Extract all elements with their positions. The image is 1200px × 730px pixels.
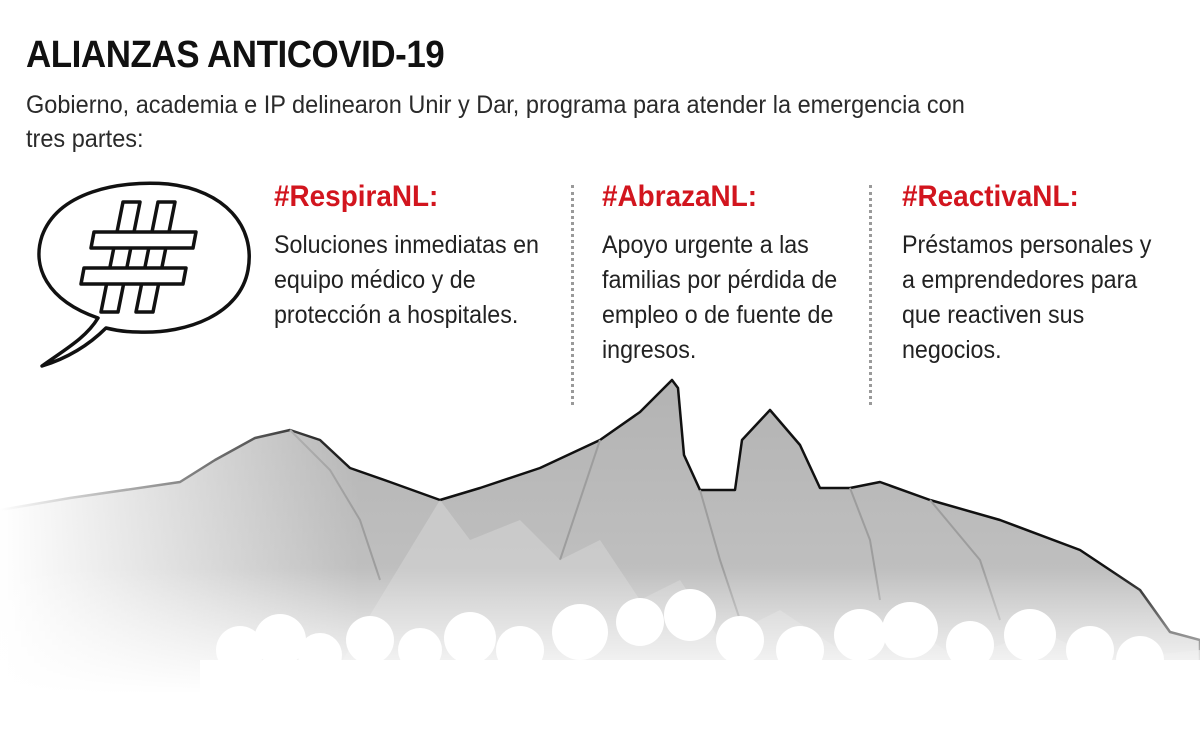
program-description: Soluciones inmediatas en equipo médico y de protección a hospitales.: [274, 231, 539, 329]
program-description: Préstamos personales y a emprendedores para que reactiven sus negocios.: [902, 231, 1152, 364]
program-reactiva: [902, 180, 1187, 368]
program-description: Apoyo urgente a las familias por pérdida de empleo o de fuente de ingresos.: [602, 231, 838, 364]
hashtag-speech-bubble-icon: [28, 178, 258, 370]
program-abraza: [602, 180, 862, 368]
program-tag: #ReactivaNL:: [902, 180, 1079, 213]
page-subtitle: Gobierno, academia e IP delinearon Unir y Dar, programa para atender la emergencia con tres partes:: [26, 91, 965, 153]
program-tag: #RespiraNL:: [274, 180, 439, 213]
page-title: ALIANZAS ANTICOVID-19: [26, 34, 445, 76]
program-tag: #AbrazaNL:: [602, 180, 758, 213]
program-respira: [274, 180, 564, 333]
mountains-illustration: [0, 370, 1200, 730]
